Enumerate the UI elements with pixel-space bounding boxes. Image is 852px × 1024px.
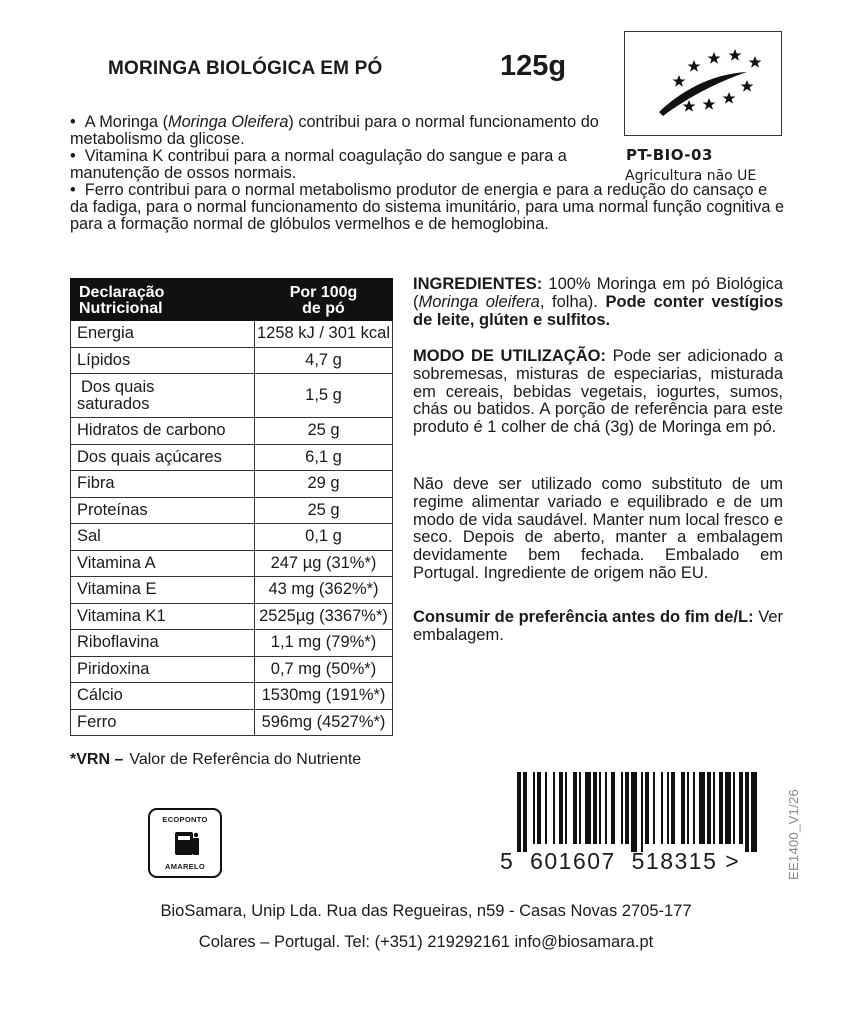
organic-origin: Agricultura não UE [625, 168, 757, 184]
table-row [71, 577, 393, 604]
barcode-bar [751, 772, 757, 852]
nutrient-name: Ferro [71, 709, 255, 736]
barcode-bar [713, 772, 715, 844]
barcode-bar [667, 772, 669, 844]
nutrient-name: Sal [71, 524, 255, 551]
barcode-bar [517, 772, 521, 852]
barcode-bar [573, 772, 577, 844]
nutrient-name: Dos quais saturados [71, 374, 255, 418]
nutrient-value: 6,1 g [255, 444, 393, 471]
barcode-bar [725, 772, 731, 844]
product-title: MORINGA BIOLÓGICA EM PÓ [108, 58, 383, 79]
barcode-bar [693, 772, 695, 844]
barcode-bar [545, 772, 547, 844]
barcode-bar [579, 772, 581, 844]
barcode-bar [523, 772, 527, 852]
barcode-bar [739, 772, 743, 844]
nutrient-value: 2525µg (3367%*) [255, 603, 393, 630]
nutrition-table [70, 278, 393, 736]
nutrient-value: 1258 kJ / 301 kcal [255, 321, 393, 348]
barcode-bars [517, 772, 757, 852]
nutrient-value: 0,7 mg (50%*) [255, 656, 393, 683]
health-claims [70, 114, 790, 233]
claim-vitamin-k: • Vitamina K contribui para a normal coagulação do sangue e para a manutenção de ossos normais. [70, 147, 567, 182]
nutrient-value: 0,1 g [255, 524, 393, 551]
barcode-bar [605, 772, 607, 844]
ingredients-label: INGREDIENTES: [413, 275, 543, 293]
table-row [71, 321, 393, 348]
table-row [71, 630, 393, 657]
barcode-bar [565, 772, 567, 844]
nutrient-name: Vitamina E [71, 577, 255, 604]
ecoponto-top-label: ECOPONTO [162, 815, 208, 824]
claim-moringa: • A Moringa (Moringa Oleifera) contribui para o normal funcionamento do metabolismo da glicose. [70, 113, 599, 148]
barcode-bar [661, 772, 663, 844]
recycling-bin-icon [172, 829, 202, 857]
table-row [71, 656, 393, 683]
table-row [71, 347, 393, 374]
nutrient-name: Riboflavina [71, 630, 255, 657]
barcode-bar [645, 772, 649, 844]
table-row [71, 550, 393, 577]
document-code: EE1400_V1/26 [786, 788, 801, 880]
nutrient-value: 596mg (4527%*) [255, 709, 393, 736]
barcode-bar [631, 772, 637, 852]
table-row [71, 683, 393, 710]
nutrient-name: Proteínas [71, 497, 255, 524]
nutrition-header-right: Por 100g de pó [255, 279, 393, 321]
table-row [71, 497, 393, 524]
barcode-bar [621, 772, 623, 844]
product-weight: 125g [500, 50, 567, 82]
table-row [71, 471, 393, 498]
nutrition-header-left: Declaração Nutricional [71, 279, 255, 321]
barcode-bar [719, 772, 723, 844]
nutrient-name: Vitamina A [71, 550, 255, 577]
company-address: BioSamara, Unip Lda. Rua das Regueiras, n59 - Casas Novas 2705-177 [160, 902, 692, 920]
usage-label: MODO DE UTILIZAÇÃO: [413, 347, 606, 365]
barcode-bar [611, 772, 615, 844]
barcode-number: 5 601607 518315 > [500, 848, 741, 874]
nutrient-name: Cálcio [71, 683, 255, 710]
nutrient-value: 4,7 g [255, 347, 393, 374]
barcode-bar [599, 772, 601, 844]
barcode-bar [671, 772, 675, 844]
nutrient-name: Vitamina K1 [71, 603, 255, 630]
table-row [71, 418, 393, 445]
nutrient-value: 247 µg (31%*) [255, 550, 393, 577]
barcode-bar [687, 772, 689, 844]
claim-iron: • Ferro contribui para o normal metabolismo produtor de energia e para a redução do cansaço e da fadiga, para o normal funcionamento do sistema imunitário, para uma normal função cognitiva e para a formação normal de glóbulos vermelhos e de hemoglobina. [70, 181, 785, 233]
nutrient-name: Hidratos de carbono [71, 418, 255, 445]
nutrient-name: Fibra [71, 471, 255, 498]
nutrient-value: 1,1 mg (79%*) [255, 630, 393, 657]
ecoponto-bottom-label: AMARELO [164, 862, 205, 871]
barcode-bar [553, 772, 555, 844]
barcode-bar [641, 772, 643, 852]
ecoponto-badge [148, 808, 222, 878]
table-row [71, 603, 393, 630]
barcode-bar [585, 772, 591, 844]
barcode-bar [681, 772, 685, 844]
nutrient-name: Piridoxina [71, 656, 255, 683]
table-row [71, 524, 393, 551]
table-row [71, 444, 393, 471]
warning-section: Não deve ser utilizado como substituto de um regime alimentar variado e equilibrado e de um modo de vida saudável. Manter num local fresco e seco. Depois de aberto, manter a embalagem devidamente bem fechada. Embalado em Portugal. Ingrediente de origem não EU. [413, 475, 783, 582]
best-before-label: Consumir de preferência antes do fim de/L: [413, 608, 754, 626]
nutrient-value: 25 g [255, 497, 393, 524]
barcode-bar [559, 772, 563, 844]
organic-cert-code: PT-BIO-03 [626, 146, 713, 164]
nutrient-name: Lípidos [71, 347, 255, 374]
nutrient-value: 29 g [255, 471, 393, 498]
barcode-bar [707, 772, 711, 844]
nutrition-header-row [71, 279, 393, 321]
company-contact: Colares – Portugal. Tel: (+351) 219292161 info@biosamara.pt [198, 933, 654, 951]
usage-section: MODO DE UTILIZAÇÃO: Pode ser adicionado a sobremesas, misturas de especiarias, misturada em cereais, bebidas vegetais, iogurtes, sumos, chás ou batidos. A porção de referência para este produto é 1 colher de chá (3g) de Moringa em pó. [413, 347, 783, 437]
barcode-bar [745, 772, 749, 852]
table-row [71, 374, 393, 418]
best-before-section: Consumir de preferência antes do fim de/L: Ver embalagem. [413, 608, 783, 644]
barcode-bar [593, 772, 597, 844]
barcode-bar [625, 772, 629, 844]
nutrient-name: Energia [71, 321, 255, 348]
barcode-bar [537, 772, 541, 844]
barcode-bar [699, 772, 705, 844]
ingredients-section: INGREDIENTES: 100% Moringa em pó Biológica (Moringa oleifera, folha). Pode conter vestígios de leite, glúten e sulfitos. [413, 275, 783, 329]
nutrient-value: 25 g [255, 418, 393, 445]
nutrient-value: 43 mg (362%*) [255, 577, 393, 604]
allergen-warning: Pode conter vestígios de leite, glúten e sulfitos. [413, 292, 783, 329]
nutrient-value: 1530mg (191%*) [255, 683, 393, 710]
vrn-footnote: *VRN – Valor de Referência do Nutriente [70, 751, 362, 768]
barcode-bar [533, 772, 535, 844]
nutrient-value: 1,5 g [255, 374, 393, 418]
nutrient-name: Dos quais açúcares [71, 444, 255, 471]
barcode-bar [653, 772, 655, 844]
barcode-bar [733, 772, 735, 844]
table-row [71, 709, 393, 736]
